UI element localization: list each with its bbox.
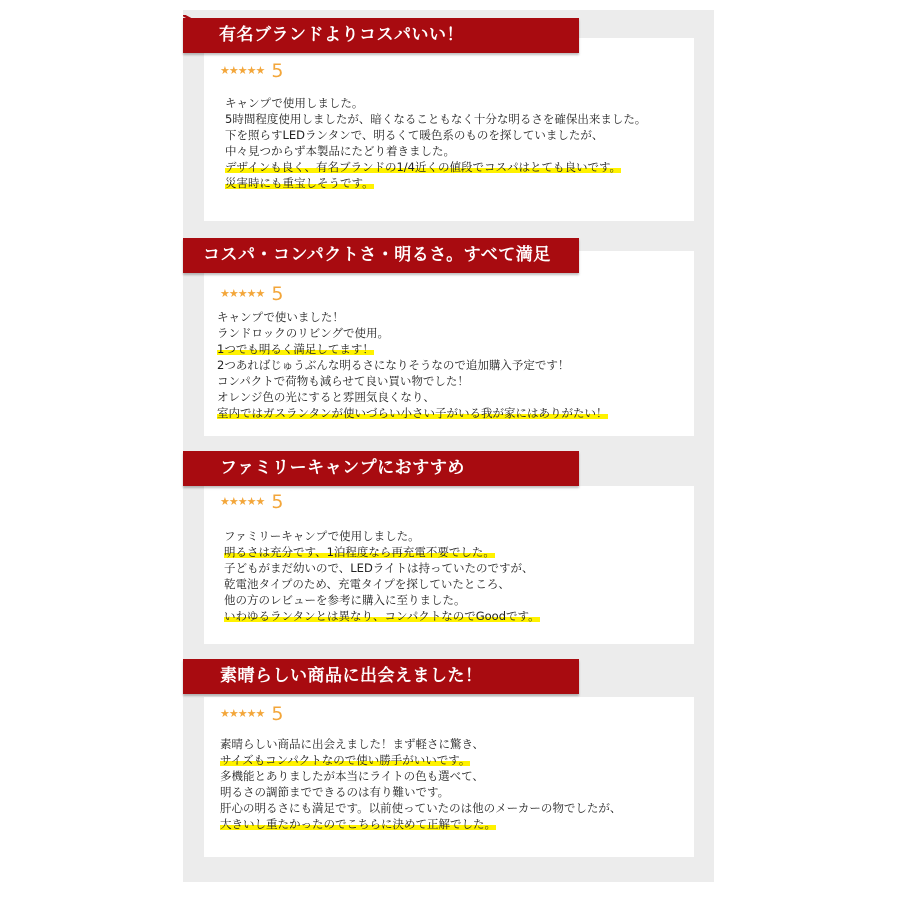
review-line: 明るさの調節までできるのは有り難いです。 xyxy=(220,785,450,799)
review-rating-2 xyxy=(220,283,283,305)
review-line: 多機能とありましたが本当にライトの色も選べて、 xyxy=(220,769,484,783)
review-line-highlighted: 室内ではガスランタンが使いづらい小さい子がいる我が家にはありがたい！ xyxy=(217,406,608,420)
review-body-3 xyxy=(224,528,540,624)
review-line: 素晴らしい商品に出会えました！まず軽さに驚き、 xyxy=(220,737,485,751)
review-body-4 xyxy=(220,736,621,832)
review-line: ランドロックのリビングで使用。 xyxy=(217,326,390,340)
review-line: 中々見つからず本製品にたどり着きました。 xyxy=(225,144,455,158)
review-line: 乾電池タイプのため、充電タイプを探していたところ、 xyxy=(224,577,510,591)
review-line: キャンプで使用しました。 xyxy=(225,96,364,110)
review-line-highlighted: 大きいし重たかったのでこちらに決めて正解でした。 xyxy=(220,817,496,831)
review-line: コンパクトで荷物も減らせて良い買い物でした！ xyxy=(217,374,469,388)
rating-score: 5 xyxy=(271,703,284,725)
review-body-1 xyxy=(225,95,646,191)
review-line-highlighted: デザインも良く、有名ブランドの1/4近くの値段でコスパはとても良いです。 xyxy=(225,160,622,174)
review-line: 下を照らすLEDランタンで、明るくて暖色系のものを探していましたが、 xyxy=(225,128,604,142)
review-line: 他の方のレビューを参考に購入に至りました。 xyxy=(224,593,466,607)
rating-score: 5 xyxy=(271,491,284,513)
star-rating-icon: ★★★★★ xyxy=(220,287,265,300)
review-body-2 xyxy=(217,309,608,421)
review-title-text: ファミリーキャンプにおすすめ xyxy=(220,458,465,478)
review-title-text: 有名ブランドよりコスパいい！ xyxy=(219,25,464,45)
rating-score: 5 xyxy=(271,60,284,82)
review-rating-3 xyxy=(220,491,283,513)
review-line-highlighted: サイズもコンパクトなので使い勝手がいいです。 xyxy=(220,753,471,767)
review-rating-4 xyxy=(220,703,283,725)
review-line: キャンプで使いました！ xyxy=(217,310,344,324)
review-title-4 xyxy=(183,659,579,694)
review-title-text: コスパ・コンパクトさ・明るさ。すべて満足 xyxy=(203,245,551,265)
review-line-highlighted: 災害時にも重宝しそうです。 xyxy=(225,176,374,190)
review-line: オレンジ色の光にすると雰囲気良くなり、 xyxy=(217,390,435,404)
review-title-3 xyxy=(183,451,579,486)
star-rating-icon: ★★★★★ xyxy=(220,495,265,508)
rating-score: 5 xyxy=(271,283,284,305)
review-title-1 xyxy=(183,18,579,53)
review-line: 2つあればじゅうぶんな明るさになりそうなので追加購入予定です！ xyxy=(217,358,570,372)
review-line: 子どもがまだ幼いので、LEDライトは持っていたのですが、 xyxy=(224,561,534,575)
review-line: 5時間程度使用しましたが、暗くなることもなく十分な明るさを確保出来ました。 xyxy=(225,112,647,126)
review-title-text: 素晴らしい商品に出会えました！ xyxy=(220,666,483,686)
star-rating-icon: ★★★★★ xyxy=(220,64,265,77)
review-line: 肝心の明るさにも満足です。以前使っていたのは他のメーカーの物でしたが、 xyxy=(220,801,622,815)
review-rating-1 xyxy=(220,60,283,82)
review-line-highlighted: いわゆるランタンとは異なり、コンパクトなのでGoodです。 xyxy=(224,609,540,623)
review-line-highlighted: 明るさは充分です、1泊程度なら再充電不要でした。 xyxy=(224,545,495,559)
review-line-highlighted: 1つでも明るく満足してます！ xyxy=(217,342,374,356)
review-line: ファミリーキャンプで使用しました。 xyxy=(224,529,420,543)
star-rating-icon: ★★★★★ xyxy=(220,707,265,720)
review-title-2 xyxy=(183,238,579,273)
